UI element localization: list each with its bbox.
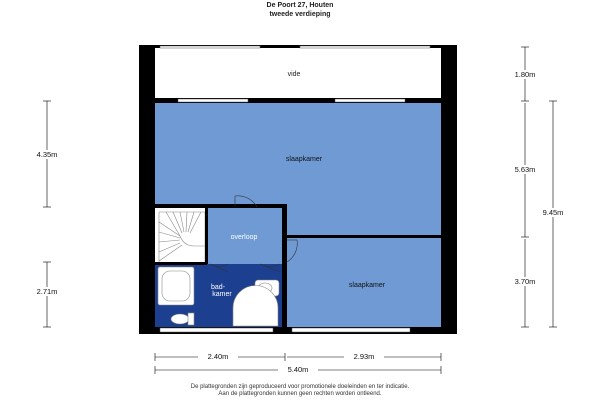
- dim-right-total: 9.45m: [542, 208, 564, 217]
- dim-left-lower: 2.71m: [36, 287, 58, 296]
- dim-left-upper: 4.35m: [36, 150, 58, 159]
- label-vide: vide: [287, 71, 301, 78]
- wall-stair-bottom: [155, 262, 207, 265]
- wall-right: [441, 47, 457, 334]
- dim-right-mid: 5.63m: [514, 165, 536, 174]
- label-slaapkamer-large: slaapkamer: [285, 156, 323, 163]
- dim-bottom-left: 2.40m: [207, 352, 229, 361]
- toilet-icon: [171, 313, 194, 325]
- label-overloop: overloop: [230, 234, 258, 241]
- dim-right-low: 3.70m: [514, 277, 536, 286]
- floor-subtitle: tweede verdieping: [269, 11, 331, 18]
- wall-bedroom-divider: [287, 235, 441, 238]
- wall-left: [139, 47, 155, 334]
- wall-stair-side: [205, 207, 208, 264]
- dim-bottom-right: 2.93m: [353, 352, 375, 361]
- dim-bottom-total: 5.40m: [287, 365, 309, 374]
- wall-bath-right: [282, 204, 287, 327]
- dim-right-top: 1.80m: [514, 70, 536, 79]
- wall-overloop-top: [155, 204, 285, 208]
- bathtub-icon: [158, 267, 194, 305]
- label-badkamer-1: bad-: [210, 284, 226, 291]
- disclaimer-line-2: Aan de plattegronden kunnen geen rechten worden ontleend.: [218, 391, 382, 397]
- address-title: De Poort 27, Houten: [266, 2, 334, 9]
- label-badkamer-2: kamer: [212, 291, 232, 298]
- disclaimer-line-1: De plattegronden zijn geproduceerd voor promotionele doeleinden en ter indicatie.: [190, 384, 410, 390]
- shower-icon: [233, 286, 278, 327]
- label-slaapkamer-small: slaapkamer: [348, 282, 386, 289]
